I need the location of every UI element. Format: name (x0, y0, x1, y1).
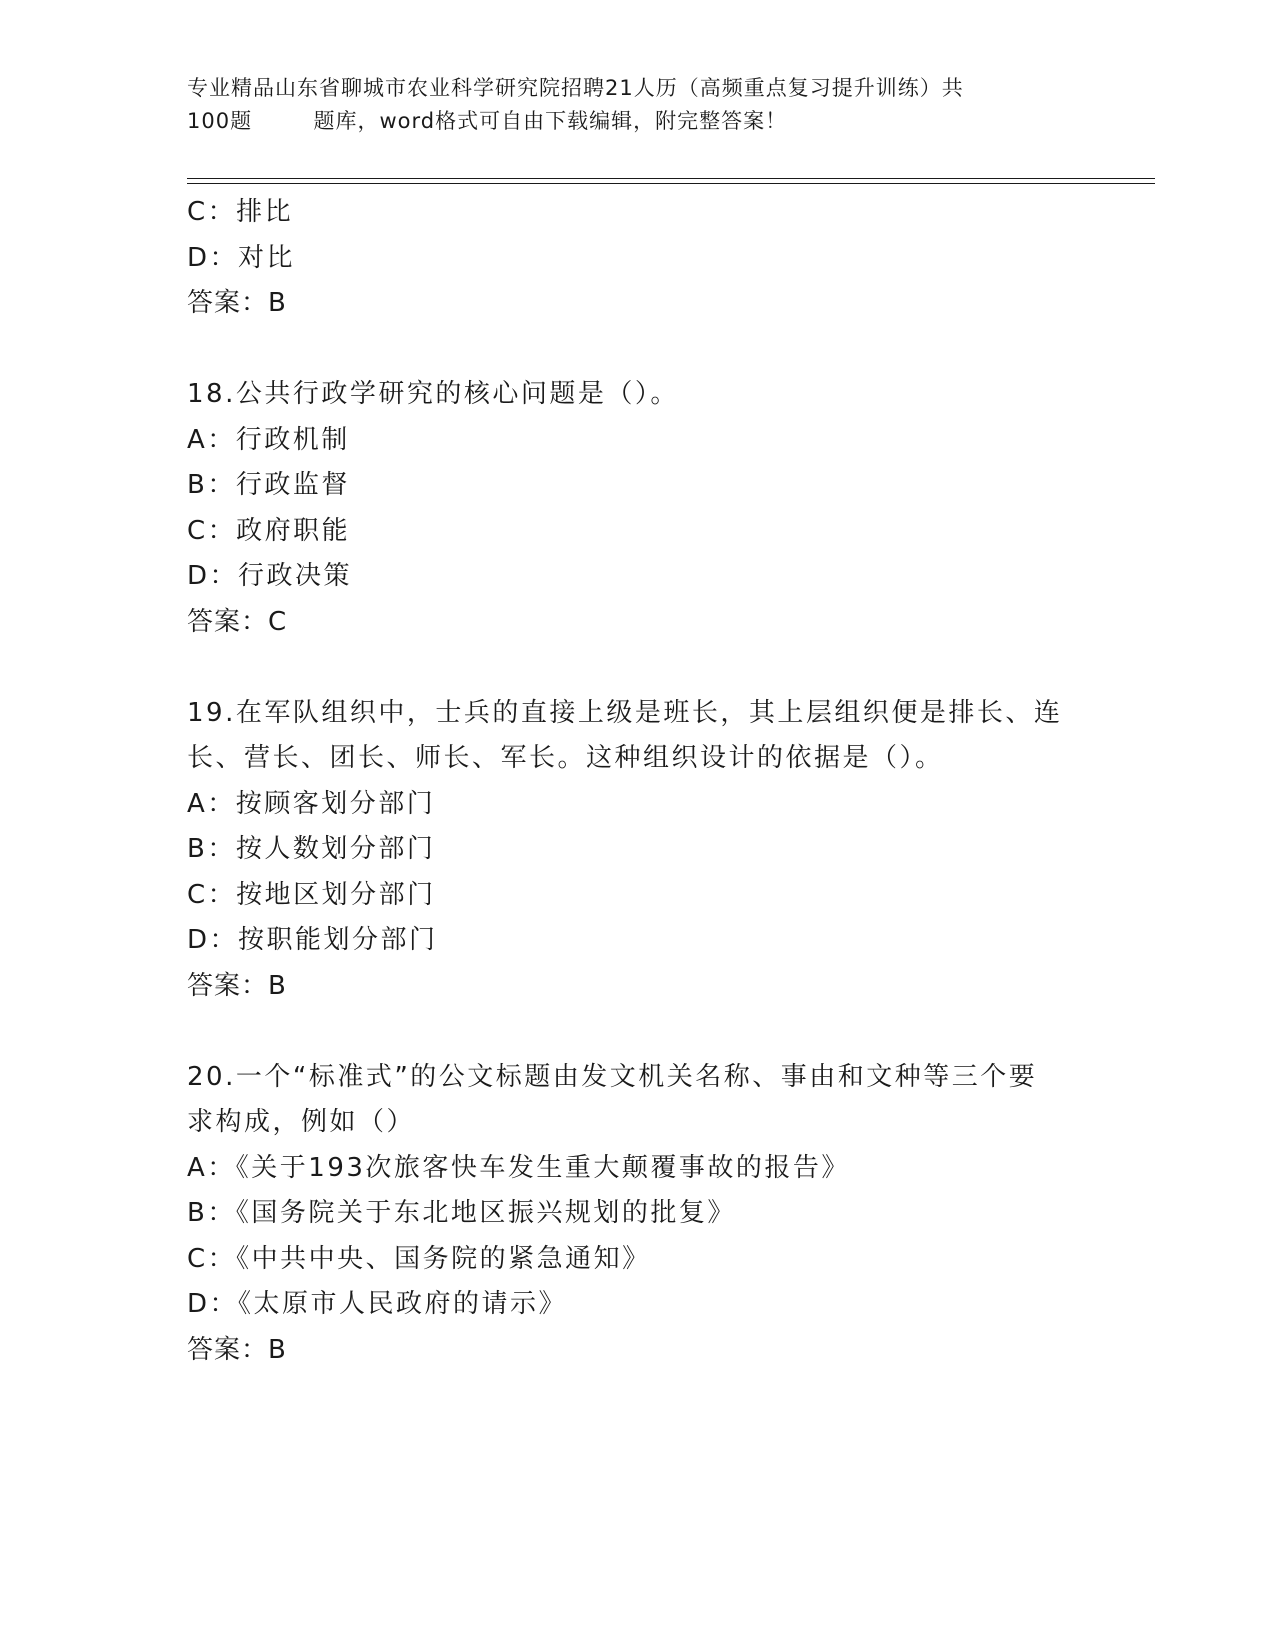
header-rule-top (187, 178, 1155, 179)
option-c: C：政府职能 (187, 515, 351, 546)
option-c: C：按地区划分部门 (187, 879, 436, 910)
header-rule-bottom (187, 183, 1155, 184)
question-text-line-2: 求构成，例如（） (187, 1107, 416, 1137)
answer-line: 答案：B (187, 970, 287, 1001)
question-text: 18.公共行政学研究的核心问题是（）。 (187, 379, 679, 409)
option-a: A：《关于193次旅客快车发生重大颠覆事故的报告》 (187, 1152, 850, 1183)
option-d: D：《太原市人民政府的请示》 (187, 1289, 568, 1319)
answer-line: 答案：C (187, 606, 288, 637)
answer-line: 答案：B (187, 288, 287, 318)
question-block-19 (187, 691, 1087, 1010)
option-d: D：按职能划分部门 (187, 925, 438, 955)
question-text-line-1: 19.在军队组织中，士兵的直接上级是班长，其上层组织便是排长、连 (187, 697, 1063, 728)
spacer (187, 645, 1087, 691)
option-d: D：对比 (187, 242, 296, 273)
question-list (187, 190, 1087, 1373)
option-a: A：按顾客划分部门 (187, 788, 436, 819)
question-block-20 (187, 1055, 1087, 1374)
option-c: C：《中共中央、国务院的紧急通知》 (187, 1243, 651, 1274)
header-title-line-2: 100题 题库，word格式可自由下载编辑，附完整答案！ (187, 109, 788, 133)
answer-line: 答案：B (187, 1334, 287, 1365)
question-block-17 (187, 190, 1087, 327)
option-b: B：《国务院关于东北地区振兴规划的批复》 (187, 1198, 736, 1228)
spacer (187, 327, 1087, 373)
spacer (187, 1009, 1087, 1055)
document-header (187, 72, 1087, 138)
option-b: B：行政监督 (187, 470, 350, 500)
question-block-18 (187, 372, 1087, 645)
question-text-line-1: 20.一个“标准式”的公文标题由发文机关名称、事由和文种等三个要 (187, 1061, 1038, 1092)
option-a: A：行政机制 (187, 424, 350, 455)
question-text-line-2: 长、营长、团长、师长、军长。这种组织设计的依据是（）。 (187, 743, 944, 773)
header-title-line-1: 专业精品山东省聊城市农业科学研究院招聘21人历（高频重点复习提升训练）共 (187, 76, 964, 100)
option-d: D：行政决策 (187, 561, 353, 591)
option-c: C：排比 (187, 197, 294, 227)
option-b: B：按人数划分部门 (187, 834, 436, 864)
